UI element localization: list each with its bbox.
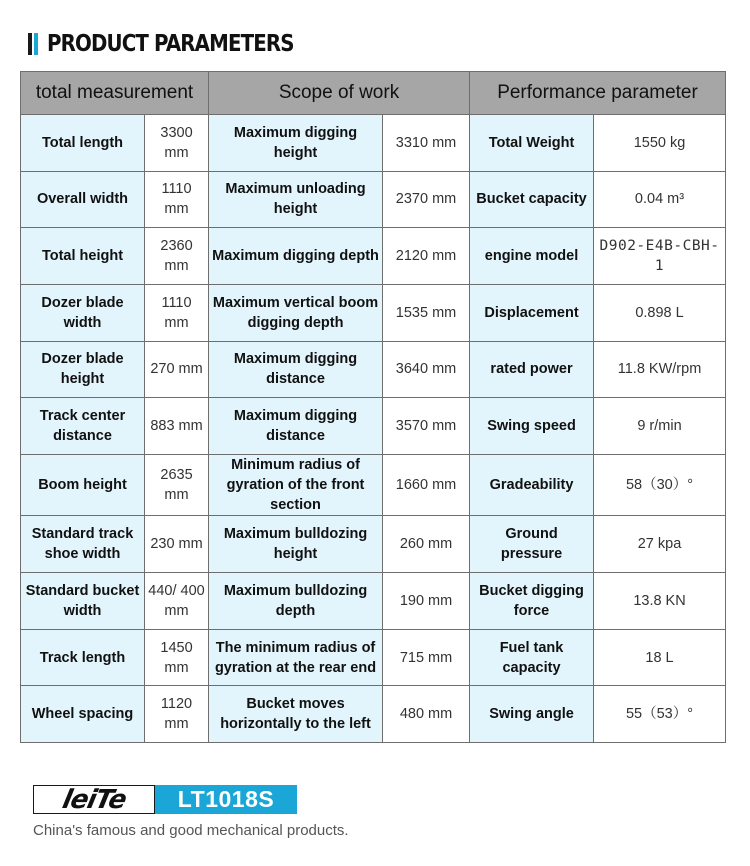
table-row — [21, 284, 726, 341]
table-row — [21, 115, 726, 172]
parameter-value: 3640 mm — [383, 341, 470, 398]
parameter-value: 2120 mm — [383, 228, 470, 285]
parameter-value: 1550 kg — [594, 115, 726, 172]
parameter-label: Boom height — [21, 454, 145, 516]
parameter-label: Minimum radius of gyration of the front section — [209, 454, 383, 516]
parameter-label: rated power — [470, 341, 594, 398]
parameter-label: Maximum unloading height — [209, 171, 383, 228]
parameter-label: Dozer blade width — [21, 284, 145, 341]
parameter-label: The minimum radius of gyration at the rear end — [209, 629, 383, 686]
heading-bar-dark — [28, 33, 32, 55]
parameter-label: Fuel tank capacity — [470, 629, 594, 686]
parameter-value: 230 mm — [145, 516, 209, 573]
parameter-value: 3570 mm — [383, 398, 470, 455]
parameter-value: 1535 mm — [383, 284, 470, 341]
parameter-label: Bucket digging force — [470, 573, 594, 630]
parameter-value: 3300 mm — [145, 115, 209, 172]
section-heading — [28, 30, 334, 58]
table-row — [21, 454, 726, 516]
table-row — [21, 171, 726, 228]
parameter-label: Total height — [21, 228, 145, 285]
parameter-label: Maximum digging height — [209, 115, 383, 172]
model-badge: LT1018S — [155, 785, 297, 814]
parameter-value: 715 mm — [383, 629, 470, 686]
parameter-value: 58（30）° — [594, 454, 726, 516]
parameter-value: 1120 mm — [145, 686, 209, 743]
parameter-value: 480 mm — [383, 686, 470, 743]
heading-bar-accent — [34, 33, 38, 55]
parameter-value: 18 L — [594, 629, 726, 686]
parameter-label: Dozer blade height — [21, 341, 145, 398]
header-total-measurement: total measurement — [21, 72, 209, 115]
table-row — [21, 686, 726, 743]
page-title: PRODUCT PARAMETERS — [47, 31, 294, 57]
parameter-label: Displacement — [470, 284, 594, 341]
table-row — [21, 516, 726, 573]
parameter-label: Maximum vertical boom digging depth — [209, 284, 383, 341]
parameter-label: Maximum bulldozing height — [209, 516, 383, 573]
table-row — [21, 573, 726, 630]
parameter-label: Standard bucket width — [21, 573, 145, 630]
parameter-value: 190 mm — [383, 573, 470, 630]
parameter-label: Overall width — [21, 171, 145, 228]
parameter-value: 440/ 400 mm — [145, 573, 209, 630]
parameter-label: Maximum digging distance — [209, 398, 383, 455]
parameter-label: Wheel spacing — [21, 686, 145, 743]
parameter-value: 27 kpa — [594, 516, 726, 573]
parameter-label: Standard track shoe width — [21, 516, 145, 573]
parameter-label: Total Weight — [470, 115, 594, 172]
table-row — [21, 629, 726, 686]
brand-tagline: China's famous and good mechanical products. — [33, 822, 349, 839]
header-performance-parameter: Performance parameter — [470, 72, 726, 115]
header-scope-of-work: Scope of work — [209, 72, 470, 115]
brand-logo — [33, 785, 297, 814]
parameter-value: 1110 mm — [145, 284, 209, 341]
parameter-value: 1110 mm — [145, 171, 209, 228]
table-row — [21, 398, 726, 455]
parameter-label: Bucket moves horizontally to the left — [209, 686, 383, 743]
brand-wordmark-text: leiTe — [59, 784, 129, 815]
parameter-label: Total length — [21, 115, 145, 172]
parameter-value: 13.8 KN — [594, 573, 726, 630]
brand-wordmark — [33, 785, 155, 814]
parameter-value: 2635 mm — [145, 454, 209, 516]
parameter-value: 0.04 m³ — [594, 171, 726, 228]
parameter-value: 2360 mm — [145, 228, 209, 285]
parameter-label: Gradeability — [470, 454, 594, 516]
parameter-value: 55（53）° — [594, 686, 726, 743]
parameter-value: 11.8 KW/rpm — [594, 341, 726, 398]
heading-accent-bars — [28, 33, 38, 55]
parameter-value: 0.898 L — [594, 284, 726, 341]
parameter-value: 270 mm — [145, 341, 209, 398]
parameter-label: Ground pressure — [470, 516, 594, 573]
parameter-label: Track length — [21, 629, 145, 686]
parameter-value: 2370 mm — [383, 171, 470, 228]
parameter-label: Track center distance — [21, 398, 145, 455]
table-header-row — [21, 72, 726, 115]
parameter-value: D902-E4B-CBH-1 — [594, 228, 726, 285]
parameter-value: 1660 mm — [383, 454, 470, 516]
parameter-value: 9 r/min — [594, 398, 726, 455]
parameter-value: 260 mm — [383, 516, 470, 573]
parameter-label: Swing angle — [470, 686, 594, 743]
parameter-label: Maximum bulldozing depth — [209, 573, 383, 630]
parameter-label: Maximum digging distance — [209, 341, 383, 398]
parameter-label: Maximum digging depth — [209, 228, 383, 285]
parameter-label: Bucket capacity — [470, 171, 594, 228]
parameter-value: 883 mm — [145, 398, 209, 455]
parameter-label: Swing speed — [470, 398, 594, 455]
parameter-value: 1450 mm — [145, 629, 209, 686]
parameter-label: engine model — [470, 228, 594, 285]
parameters-table — [20, 71, 726, 743]
table-row — [21, 341, 726, 398]
parameter-value: 3310 mm — [383, 115, 470, 172]
table-row — [21, 228, 726, 285]
